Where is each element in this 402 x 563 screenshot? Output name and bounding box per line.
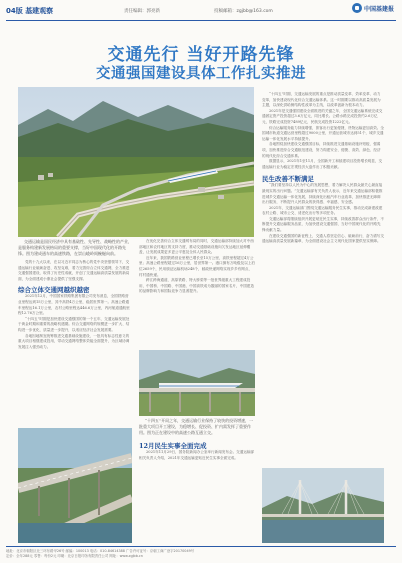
left-subheading: 综合立体交通网越织越密	[18, 286, 90, 295]
right-paragraph-5: 数据显示，2021年1至11月，全国新开工和续建项目投资增长明显，交通运输行业为稳定宏观经济大盘作出了积极贡献。	[262, 159, 383, 169]
left-paragraph-4: 各地因地制宜统筹推进交通基础设施建设，一批具有标志性意义的重大项目相继建成投用，带动交通网络整体效能全面提升，为区域协调发展注入强劲动力。	[18, 333, 130, 349]
right-paragraph-8: 交通运输部将继续组织开展更贴近民生实事，持续改善群众出行条件，不断提升交通运输服务品质，为加快建设交通强国、当好中国现代化的开路先锋贡献力量。	[262, 216, 384, 233]
left-paragraph-1: 党的十九大以来，在以习近平同志为核心的党中央坚强领导下，交通运输行业砥砺奋进、攻坚克难，着力完善综合立体交通网，全力推进交通强国建设，取得了历史性成就，开创了交通运输高质量发展的新局面，为全面建成小康社会提供了坚强支撑。	[18, 260, 130, 281]
newspaper-logo: 中国基建报	[352, 3, 394, 13]
middle-paragraph-3: 跨江跨海通道、高原铁路、特大桥梁等一批世界级重大工程建成投用，中国桥、中国路、中国港、中国高铁成为靓丽的国家名片，中国建造的品牌影响力和国际竞争力显著提升。	[139, 278, 254, 294]
page-number: 04版 基建观察	[6, 7, 54, 15]
right-paragraph-9: 在建设交通强国的新征程上，交通人将坚定信心、砥砺前行，奋力谱写交通运输高质量发展新篇章，为全面建设社会主义现代化国家提供坚实保障。	[262, 233, 384, 244]
left-column	[18, 239, 132, 350]
middle-paragraph-2: 近年来，我国铁路营业里程已增长至15万公里，高铁里程超过4万公里；高速公路里程超过16万公里，居世界第一。港口拥有万吨级及以上泊位2659个，民用颁证运输机场248个，邮政快递网络实现乡乡有网点、村村通快递。	[139, 255, 255, 277]
middle-subheading: 12月民生实事全面完成	[139, 442, 207, 450]
right-subheading: 民生改善不断满足	[262, 175, 314, 184]
left-paragraph-3: “十四五”时期是加快建设交通强国的第一个五年，交通运输发展处于黄金时期和重要的战略机遇期。综合交通网络的规模进一步扩大、结构进一步优化、质量进一步提升，以适应经济社会发展需要。	[18, 316, 130, 332]
railway-landscape-image	[18, 87, 254, 237]
right-paragraph-7: 2021年，交通运输部门围绕交通运输服务民生实事，推动完成新建改建农村公路、城市公交、适老化出行等多项任务。	[262, 205, 383, 216]
right-column	[262, 92, 384, 245]
page-header	[6, 2, 396, 21]
contact-info: 投稿邮箱：zgjbb@163.com	[214, 9, 273, 14]
logo-icon	[352, 3, 362, 13]
footer-line-2: 定价：全年288元 零售：每份2元 印刷：北京日报印务有限责任公司 网址：www.zgjbb.cn	[6, 554, 143, 558]
page-footer	[6, 546, 396, 559]
middle-paragraph-1: 在优化完善综合立体交通网布局的同时，交通运输部持续加大对中西部地区和农村地区的支持力度，推动交通基础设施向欠发达地区延伸覆盖，让发展成果更多更公平惠及全体人民群众。	[139, 239, 254, 255]
right-paragraph-4: 各地围绕加快建设交通强国目标，持续推进交通基础设施补短板、强弱项，加快推进综合交通枢纽建设，努力构建安全、便捷、高效、绿色、经济的现代化综合交通体系。	[262, 142, 381, 158]
bridge-photo	[18, 428, 132, 543]
footer-line-1: 地址：北京市朝阳区北三环东路甲26号 邮编：100013 电话：010-84614388 广告许可证号：京朝工商广登字20170049号	[6, 549, 195, 553]
middle-photo-caption: “十四五”开局之年，交通运输行业保持了较快的投资增速，一批重大项目开工建设，为稳增长、促投资、扩内需发挥了重要作用。图为正在建设中的高速公路互通立交。	[139, 418, 254, 435]
train-photo	[139, 350, 255, 416]
middle-column	[139, 239, 255, 295]
railway-photo	[18, 87, 254, 237]
top-photo-caption: 交通运输是国民经济中具有基础性、先导性、战略性的产业，是服务构建新发展格局的重要支撑，当好中国现代化的开路先锋。图为建成通车的高速铁路，在崇山峻岭间蜿蜒向前。	[18, 239, 132, 256]
left-paragraph-2: 2021年12月，中国国家铁路集团有限公司发布消息，全国铁路营业里程达到15万公里，其中高铁4万公里，稳居世界第一。高速公路通车里程达16.1万公里，农村公路里程达446.6万公里，内河航道通航里程12.76万公里。	[18, 294, 130, 316]
middle-paragraph-4: 2021年11月29日，国务院新闻办公室举行新闻发布会。交通运输部相关负责人介绍，2021年交通运输更贴近民生实事全面完成。	[139, 450, 255, 460]
cable-bridge-photo	[262, 468, 384, 543]
headline-main: 交通先行 当好开路先锋	[107, 45, 295, 65]
high-speed-train-image	[139, 350, 255, 416]
right-paragraph-3: 综合运输服务能力持续增强，旅客出行更加便捷，货物运输更加高效。全国城市轨道交通运营里程超过9000公里，开通运营城市达到51个，城乡交通运输一体化发展水平持续提升。	[262, 125, 384, 141]
cable-stayed-bridge-image	[262, 468, 384, 543]
right-paragraph-6: “我们要坚持以人民为中心的发展思想，着力解决人民群众最关心最直接最现实的出行问题。”交通运输部有关负责人表示，近年来交通运输部积极推进城乡交通运输一体化发展，持续深化出租汽车行业改革，加快推进无障碍出行服务，不断提升人民群众的获得感、幸福感、安全感。	[262, 183, 383, 205]
middle-column-lower	[139, 418, 255, 461]
right-paragraph-2: 2021年是交通强国建设全面推进的关键之年，全国交通运输系统完成交通固定资产投资超过3.6万亿元，同比增长。公路水路完成投资约2.6万亿元，铁路完成投资7489亿元，民航完成投资1222亿元。	[262, 108, 383, 124]
editor-info: 责任编辑：郭亮新	[124, 9, 160, 14]
highway-bridge-image	[18, 428, 132, 543]
right-paragraph-1: “十四五”时期，交通运输发展的重点是推动质量变革、效率变革、动力变革，加快建设现代化综合交通运输体系。这一时期要以推动高质量发展为主题，以深化供给侧结构性改革为主线，以改革创新为根本动力。	[262, 92, 381, 108]
headline-sub: 交通强国建设具体工作扎实推进	[96, 65, 306, 82]
